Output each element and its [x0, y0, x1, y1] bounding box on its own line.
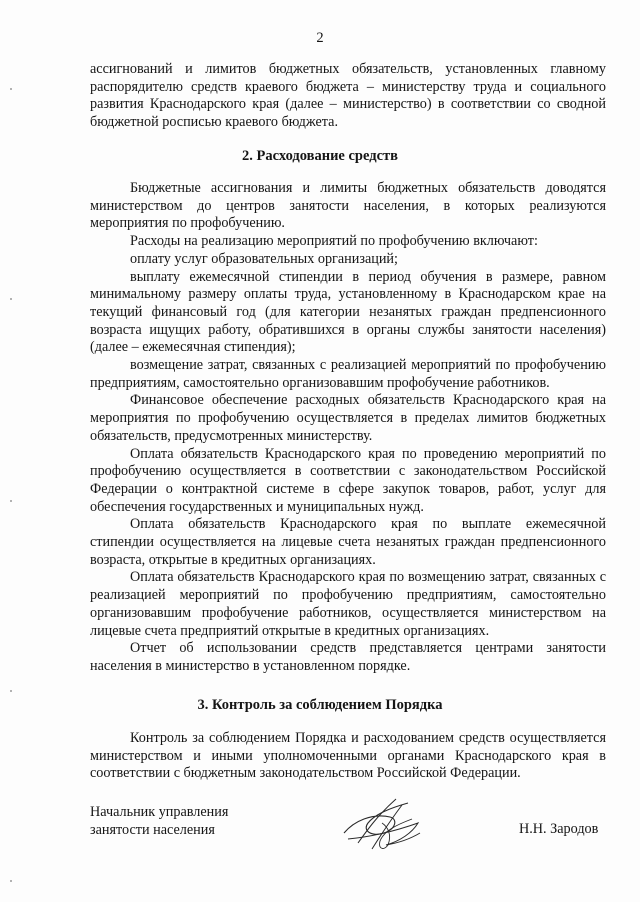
scan-artifact	[10, 500, 12, 502]
section-2-paragraph: Отчет об использовании средств представляется центрами занятости населения в министерство в установленном порядке.	[90, 640, 606, 674]
section-2-paragraph: Финансовое обеспечение расходных обязательств Краснодарского края на мероприятия по профобучению осуществляется в пределах лимитов бюджетных обязательств, предусмотренных министерству.	[90, 392, 606, 444]
section-2-paragraph: Оплата обязательств Краснодарского края по возмещению затрат, связанных с реализацией мероприятий по профобучению предприятиям, самостоятельно организовавшим профобучение работников, осуществляется министерством на лицевые счета предприятий открытые в кредитных организациях.	[90, 569, 606, 639]
scan-artifact	[10, 880, 12, 882]
scan-artifact	[10, 88, 12, 90]
section-2-paragraph: Бюджетные ассигнования и лимиты бюджетных обязательств доводятся министерством до центров занятости населения, в которых реализуются мероприятия по профобучению.	[90, 180, 606, 232]
section-2-paragraph: Оплата обязательств Краснодарского края по проведению мероприятий по профобучению осуществляется в соответствии с законодательством Российской Федерации о контрактной системе в сфере закупок товаров, работ, услуг для обеспечения государственных и муниципальных нужд.	[90, 445, 606, 515]
signatory-position-line-2: занятости населения	[90, 822, 215, 838]
section-3-body	[90, 730, 606, 783]
scan-artifact	[10, 298, 12, 300]
section-2-paragraph: Расходы на реализацию мероприятий по профобучению включают:	[130, 233, 538, 250]
section-2-paragraph: оплату услуг образовательных организаций;	[130, 250, 398, 267]
signatory-position-line-1: Начальник управления	[90, 804, 229, 820]
section-2-paragraph: Оплата обязательств Краснодарского края по выплате ежемесячной стипендии осуществляется на лицевые счета незанятых граждан предпенсионного возраста, открытые в кредитных организациях.	[90, 516, 606, 568]
section-2-paragraph: возмещение затрат, связанных с реализацией мероприятий по профобучению предприятиям, самостоятельно организовавшим профобучение работников.	[90, 357, 606, 391]
handwritten-signature	[338, 793, 426, 855]
section-3-paragraph: Контроль за соблюдением Порядка и расходованием средств осуществляется министерством и иными уполномоченными органами Краснодарского края в соответствии с бюджетным законодательством Российской Федерации.	[90, 730, 606, 782]
intro-block	[90, 61, 606, 132]
section-2-heading: 2. Расходование средств	[242, 148, 398, 164]
scan-artifact	[10, 690, 12, 692]
section-2-paragraph: выплату ежемесячной стипендии в период обучения в размере, равном минимальному размеру оплаты труда, установленному в Краснодарском крае на текущий финансовый год (для категории незанятых граждан предпенсионного возраста ищущих работу, обратившихся в органы службы занятости населения) (далее – ежемесячная стипендия);	[90, 268, 606, 356]
page-number: 2	[316, 30, 324, 46]
section-3-heading: 3. Контроль за соблюдением Порядка	[197, 697, 443, 713]
signatory-position	[90, 803, 228, 839]
section-2-body	[90, 180, 606, 676]
intro-paragraph: ассигнований и лимитов бюджетных обязательств, установленных главному распорядителю средств краевого бюджета – министерству труда и социального развития Краснодарского края (далее – министерство) в соответствии со сводной бюджетной росписью краевого бюджета.	[90, 61, 606, 131]
signatory-name: Н.Н. Зародов	[519, 821, 599, 837]
